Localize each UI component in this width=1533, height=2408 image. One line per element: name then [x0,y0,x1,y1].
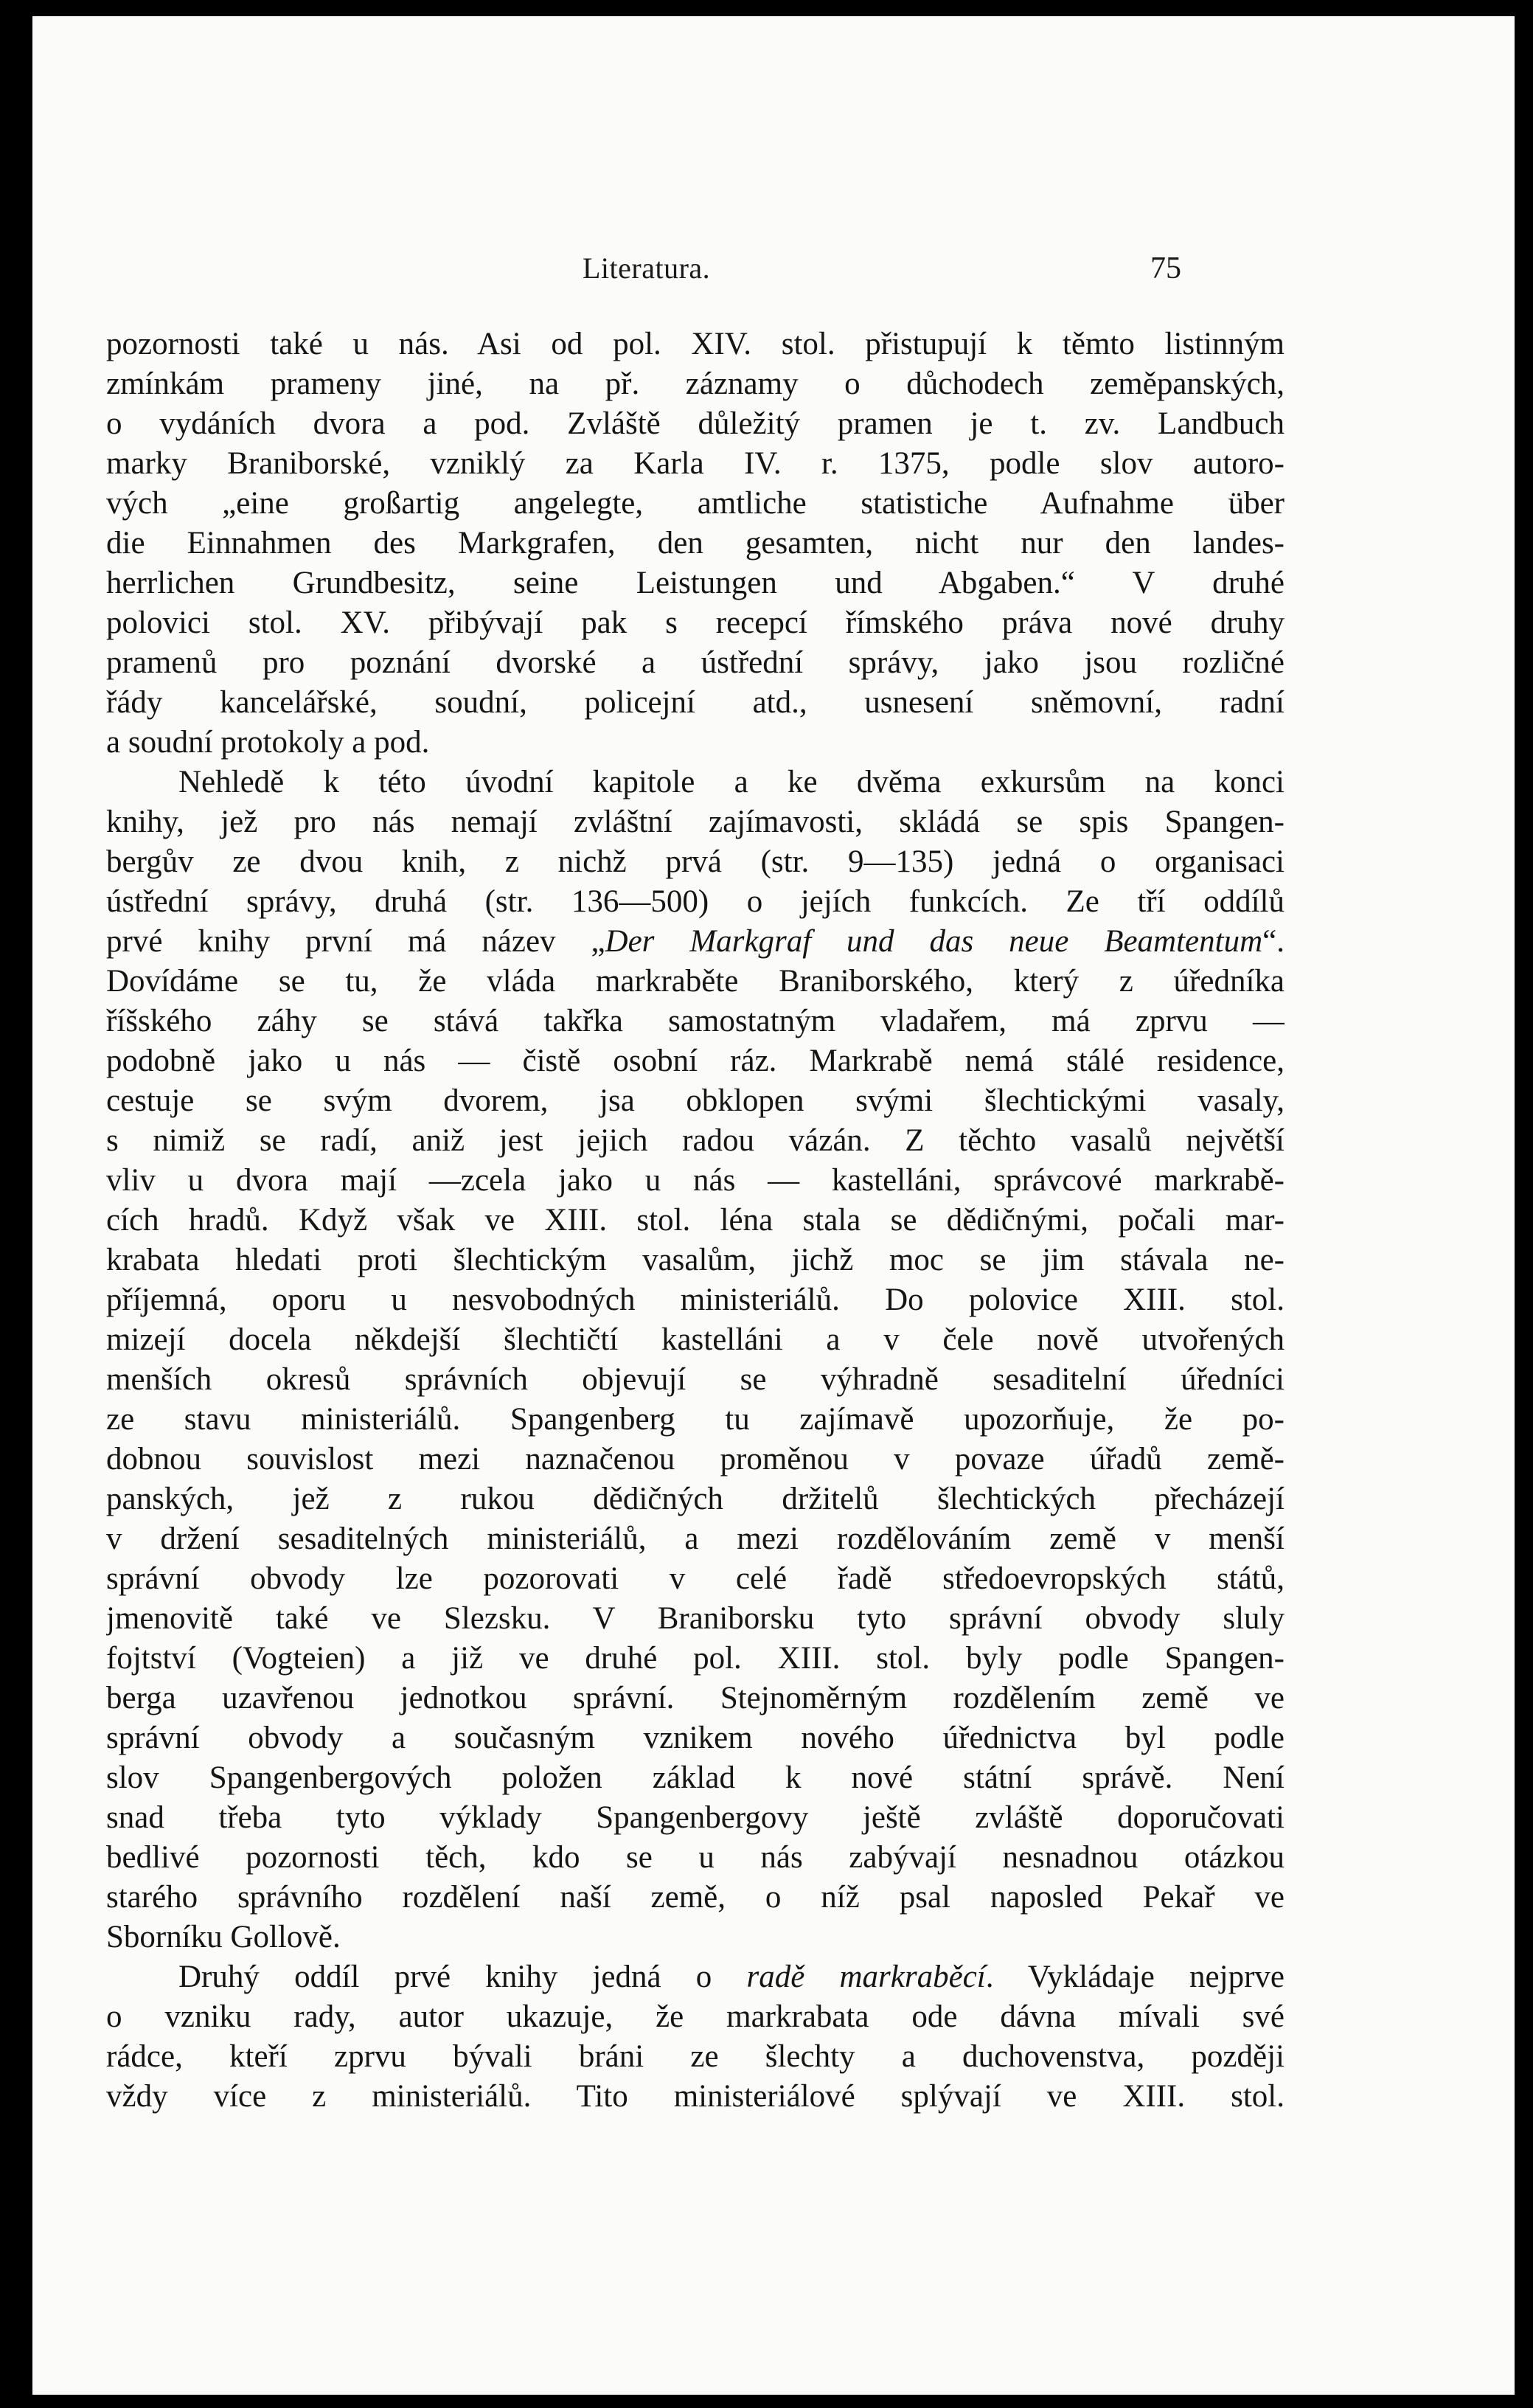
text-line: mizejí docela někdejší šlechtičtí kastelláni a v čele nově utvořených [106,1322,1285,1357]
text-line: bergův ze dvou knih, z nichž prvá (str. 9—135) jedná o organisaci [106,844,1285,879]
text-line: snad třeba tyto výklady Spangenbergovy ještě zvláště doporučovati [106,1800,1285,1835]
text-line: správní obvody a současným vznikem nového úřednictva byl podle [106,1721,1285,1755]
text-line: starého správního rozdělení naší země, o níž psal naposled Pekař ve [106,1880,1285,1915]
text-line: vliv u dvora mají —zcela jako u nás — kastelláni, správcové markrabě- [106,1163,1285,1198]
italic-title: Der Markgraf und das neue Beamtentum [605,924,1263,959]
text-line: o vzniku rady, autor ukazuje, že markrabata ode dávna mívali své [106,1999,1285,2034]
text-line: berga uzavřenou jednotkou správní. Stejnoměrným rozdělením země ve [106,1681,1285,1715]
text-line: slov Spangenbergových položen základ k nové státní správě. Není [106,1760,1285,1795]
text-line: herrlichen Grundbesitz, seine Leistungen und Abgaben.“ V druhé [106,566,1285,600]
text-line: ústřední správy, druhá (str. 136—500) o jejích funkcích. Ze tří oddílů [106,884,1285,919]
text-line: zmínkám prameny jiné, na př. záznamy o důchodech zeměpanských, [106,367,1285,401]
book-page [32,16,1515,2395]
text-line: podobně jako u nás — čistě osobní ráz. Markrabě nemá stálé residence, [106,1044,1285,1078]
text-line: ze stavu ministeriálů. Spangenberg tu zajímavě upozorňuje, že po- [106,1402,1285,1437]
text-line: příjemná, oporu u nesvobodných ministeriálů. Do polovice XIII. stol. [106,1283,1285,1317]
text-line: pozornosti také u nás. Asi od pol. XIV. stol. přistupují k těmto listinným [106,327,1285,361]
text-line: dobnou souvislost mezi naznačenou proměnou v povaze úřadů země- [106,1442,1285,1477]
running-head [32,251,1515,295]
text-line: Dovídáme se tu, že vláda markraběte Braniborského, který z úředníka [106,964,1285,999]
text-line: rádce, kteří zprvu bývali bráni ze šlechty a duchovenstva, později [106,2039,1285,2074]
text-line: jmenovitě také ve Slezsku. V Braniborsku tyto správní obvody sluly [106,1601,1285,1636]
text-line: krabata hledati proti šlechtickým vasalům, jichž moc se jim stávala ne- [106,1243,1285,1277]
text-line: a soudní protokoly a pod. [106,725,430,760]
text-line: menších okresů správních objevují se výhradně sesaditelní úředníci [106,1362,1285,1397]
text-line: cestuje se svým dvorem, jsa obklopen svými šlechtickými vasaly, [106,1083,1285,1118]
page-number: 75 [1150,251,1181,285]
text-line: Druhý oddíl prvé knihy jedná o radě markraběcí. Vykládaje nejprve [178,1960,1285,1994]
text-line: v držení sesaditelných ministeriálů, a mezi rozdělováním země v menší [106,1522,1285,1556]
text-line: bedlivé pozornosti těch, kdo se u nás zabývají nesnadnou otázkou [106,1840,1285,1875]
text-line: Sborníku Gollově. [106,1920,341,1954]
text-line: vých „eine großartig angelegte, amtliche statistiche Aufnahme über [106,486,1285,521]
text-line: die Einnahmen des Markgrafen, den gesamten, nicht nur den landes- [106,526,1285,561]
body-text [106,325,1285,2117]
text-line: fojtství (Vogteien) a již ve druhé pol. XIII. stol. byly podle Spangen- [106,1641,1285,1676]
text-line: říšského záhy se stává takřka samostatným vladařem, má zprvu — [106,1004,1285,1038]
text-line: vždy více z ministeriálů. Tito ministeriálové splývají ve XIII. stol. [106,2079,1285,2114]
running-title: Literatura. [583,251,711,285]
text-line: knihy, jež pro nás nemají zvláštní zajímavosti, skládá se spis Spangen- [106,805,1285,839]
text-line: marky Braniborské, vzniklý za Karla IV. r. 1375, podle slov autoro- [106,446,1285,481]
text-line: řády kancelářské, soudní, policejní atd., usnesení sněmovní, radní [106,685,1285,720]
text-line: cích hradů. Když však ve XIII. stol. léna stala se dědičnými, počali mar- [106,1203,1285,1238]
text-line: polovici stol. XV. přibývají pak s recepcí římského práva nové druhy [106,606,1285,640]
text-line: panských, jež z rukou dědičných držitelů šlechtických přecházejí [106,1482,1285,1516]
italic-term: radě markraběcí [746,1960,986,1994]
text-line: s nimiž se radí, aniž jest jejich radou vázán. Z těchto vasalů největší [106,1123,1285,1158]
text-line: prvé knihy první má název „Der Markgraf und das neue Beamtentum“. [106,924,1285,959]
text-line: pramenů pro poznání dvorské a ústřední správy, jako jsou rozličné [106,645,1285,680]
text-line: o vydáních dvora a pod. Zvláště důležitý pramen je t. zv. Landbuch [106,406,1285,441]
text-line: správní obvody lze pozorovati v celé řadě středoevropských států, [106,1561,1285,1596]
text-line: Nehledě k této úvodní kapitole a ke dvěma exkursům na konci [178,765,1285,799]
